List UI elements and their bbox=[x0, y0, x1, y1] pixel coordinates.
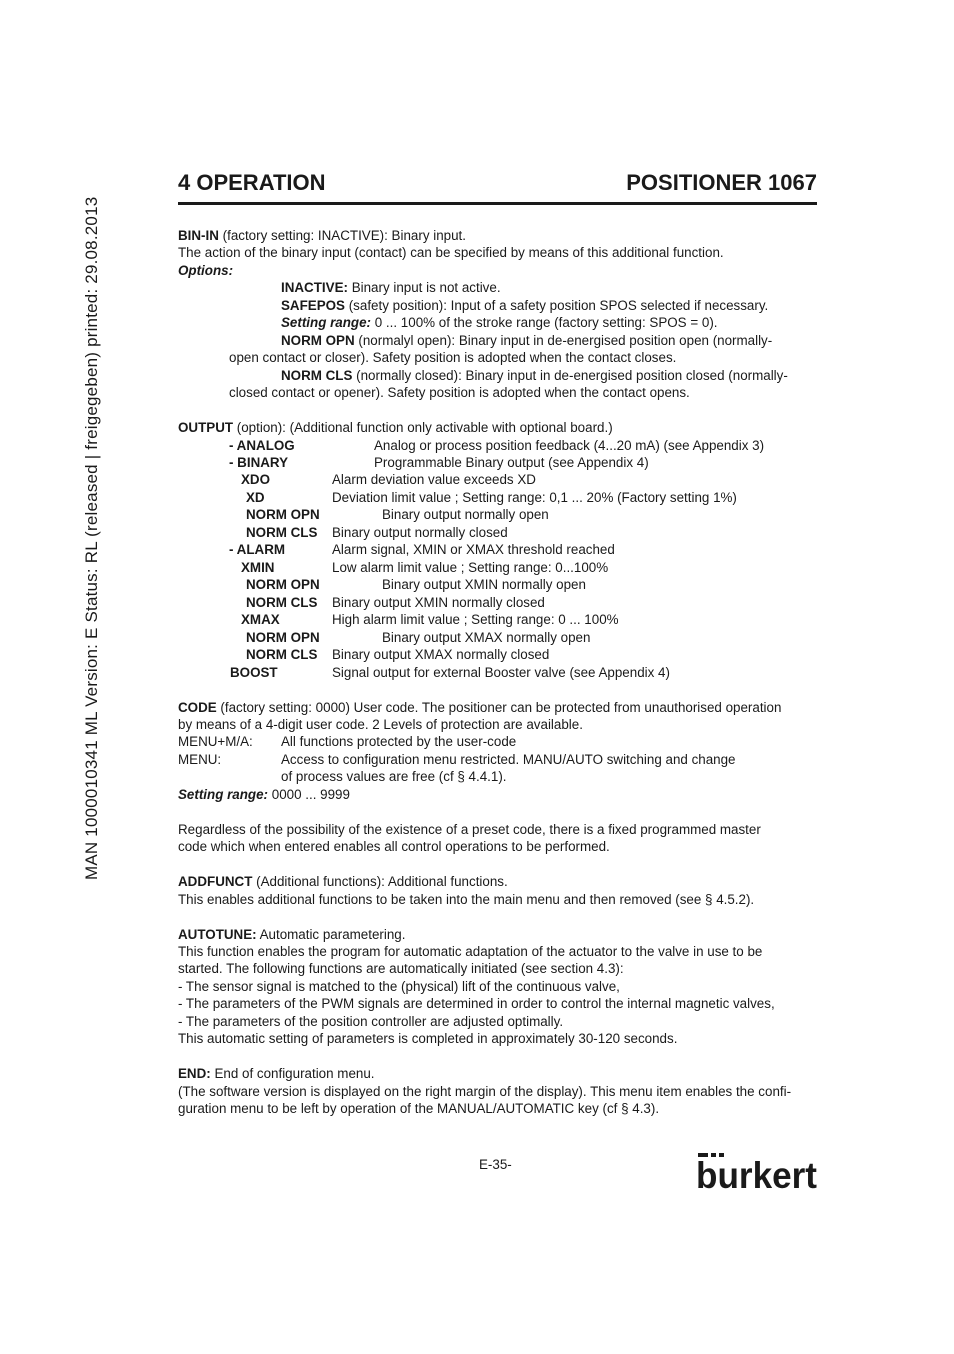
output-xmin-desc: Low alarm limit value ; Setting range: 0...100% bbox=[332, 560, 609, 575]
master-code-line2: code which when entered enables all control operations to be performed. bbox=[178, 839, 610, 854]
output-binary-desc: Programmable Binary output (see Appendix 4) bbox=[374, 455, 649, 470]
output-analog-desc: Analog or process position feedback (4...20 mA) (see Appendix 3) bbox=[374, 438, 765, 453]
autotune-line2: This function enables the program for automatic adaptation of the actuator to the valve in use to be bbox=[178, 944, 763, 959]
option-norm-opn: NORM OPN (normalyl open): Binary input in de-energised position open (normally- bbox=[281, 333, 773, 348]
autotune-bullet3: - The parameters of the position controller are adjusted optimally. bbox=[178, 1014, 564, 1029]
burkert-logo bbox=[696, 1152, 818, 1197]
end-heading: END: End of configuration menu. bbox=[178, 1066, 375, 1081]
output-xmin-norm-cls-key: NORM CLS bbox=[246, 595, 318, 610]
code-setting-range: Setting range: 0000 ... 9999 bbox=[178, 787, 350, 802]
binin-heading: BIN-IN (factory setting: INACTIVE): Binary input. bbox=[178, 228, 466, 243]
code-menu-desc: Access to configuration menu restricted. MANU/AUTO switching and change bbox=[281, 752, 736, 767]
output-xmax-norm-cls-desc: Binary output XMAX normally closed bbox=[332, 647, 550, 662]
output-norm-cls-key: NORM CLS bbox=[246, 525, 318, 540]
options-label: Options: bbox=[178, 263, 234, 278]
end-line3: guration menu to be left by operation of the MANUAL/AUTOMATIC key (cf § 4.3). bbox=[178, 1101, 660, 1116]
output-xd-key: XD bbox=[246, 490, 265, 505]
code-menu-ma-key: MENU+M/A: bbox=[178, 734, 253, 749]
output-xmin-norm-opn-desc: Binary output XMIN normally open bbox=[382, 577, 586, 592]
page-number: E-35- bbox=[479, 1157, 512, 1172]
output-binary-key: - BINARY bbox=[229, 455, 289, 470]
output-alarm-desc: Alarm signal, XMIN or XMAX threshold reached bbox=[332, 542, 615, 557]
addfunct-heading: ADDFUNCT (Additional functions): Additional functions. bbox=[178, 874, 508, 889]
output-norm-opn-desc: Binary output normally open bbox=[382, 507, 549, 522]
end-line2: (The software version is displayed on the right margin of the display). This menu item enables the confi- bbox=[178, 1084, 792, 1099]
output-xmin-norm-opn-key: NORM OPN bbox=[246, 577, 320, 592]
output-boost-key: BOOST bbox=[230, 665, 278, 680]
code-heading: CODE (factory setting: 0000) User code. The positioner can be protected from unauthorised operation bbox=[178, 700, 782, 715]
option-inactive: INACTIVE: Binary input is not active. bbox=[281, 280, 501, 295]
output-analog-key: - ANALOG bbox=[229, 438, 295, 453]
output-xmin-norm-cls-desc: Binary output XMIN normally closed bbox=[332, 595, 545, 610]
output-xmax-norm-opn-key: NORM OPN bbox=[246, 630, 320, 645]
output-heading: OUTPUT (option): (Additional function only activable with optional board.) bbox=[178, 420, 613, 435]
option-norm-cls: NORM CLS (normally closed): Binary input in de-energised position closed (normally- bbox=[281, 368, 788, 383]
output-xmax-desc: High alarm limit value ; Setting range: 0 ... 100% bbox=[332, 612, 619, 627]
svg-text:burkert: burkert bbox=[696, 1155, 817, 1192]
output-boost-desc: Signal output for external Booster valve (see Appendix 4) bbox=[332, 665, 670, 680]
output-norm-cls-desc: Binary output normally closed bbox=[332, 525, 508, 540]
product-title: POSITIONER 1067 bbox=[626, 170, 817, 195]
output-xdo-desc: Alarm deviation value exceeds XD bbox=[332, 472, 536, 487]
header-rule bbox=[178, 202, 817, 205]
output-alarm-key: - ALARM bbox=[229, 542, 286, 557]
section-title: 4 OPERATION bbox=[178, 170, 326, 195]
output-xmax-norm-opn-desc: Binary output XMAX normally open bbox=[382, 630, 591, 645]
autotune-line3: started. The following functions are automatically initiated (see section 4.3): bbox=[178, 961, 624, 976]
output-xmin-key: XMIN bbox=[241, 560, 275, 575]
code-menu-ma-desc: All functions protected by the user-code bbox=[281, 734, 517, 749]
option-norm-cls-cont: closed contact or opener). Safety position is adopted when the contact opens. bbox=[229, 385, 690, 400]
safepos-setting-range: Setting range: 0 ... 100% of the stroke range (factory setting: SPOS = 0). bbox=[281, 315, 718, 330]
master-code-line1: Regardless of the possibility of the existence of a preset code, there is a fixed programmed master bbox=[178, 822, 761, 837]
autotune-line7: This automatic setting of parameters is completed in approximately 30-120 seconds. bbox=[178, 1031, 678, 1046]
autotune-bullet1: - The sensor signal is matched to the (physical) lift of the continuous valve, bbox=[178, 979, 620, 994]
output-xd-desc: Deviation limit value ; Setting range: 0,1 ... 20% (Factory setting 1%) bbox=[332, 490, 737, 505]
binin-description: The action of the binary input (contact) can be specified by means of this additional function. bbox=[178, 245, 724, 260]
option-norm-opn-cont: open contact or closer). Safety position is adopted when the contact closes. bbox=[229, 350, 677, 365]
output-xmax-key: XMAX bbox=[241, 612, 280, 627]
code-description: by means of a 4-digit user code. 2 Levels of protection are available. bbox=[178, 717, 583, 732]
autotune-bullet2: - The parameters of the PWM signals are determined in order to control the internal magnetic valves, bbox=[178, 996, 775, 1011]
output-xmax-norm-cls-key: NORM CLS bbox=[246, 647, 318, 662]
code-menu-key: MENU: bbox=[178, 752, 222, 767]
output-xdo-key: XDO bbox=[241, 472, 271, 487]
option-safepos: SAFEPOS (safety position): Input of a safety position SPOS selected if necessary. bbox=[281, 298, 769, 313]
output-norm-opn-key: NORM OPN bbox=[246, 507, 320, 522]
document-status-note: MAN 1000010341 ML Version: E Status: RL (released | freigegeben) printed: 29.08.2013 bbox=[82, 196, 101, 880]
code-menu-desc-cont: of process values are free (cf § 4.4.1). bbox=[281, 769, 507, 784]
autotune-heading: AUTOTUNE: Automatic parametering. bbox=[178, 927, 406, 942]
addfunct-description: This enables additional functions to be taken into the main menu and then removed (see § 4.5.2). bbox=[178, 892, 755, 907]
